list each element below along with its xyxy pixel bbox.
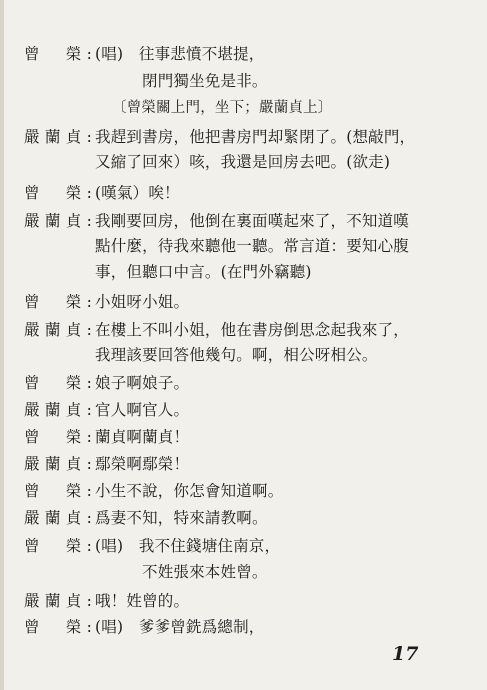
dialogue-text: 在樓上不叫小姐，他在書房倒思念起我來了， (95, 321, 410, 339)
speaker-label: 曾 榮: (24, 482, 92, 500)
dialogue-text: 蘭貞啊蘭貞！ (95, 428, 190, 446)
dialogue-continuation: 點什麼，待我來聽他一聽。常言道：要知心腹 (95, 237, 410, 255)
dialogue-text: 官人啊官人。 (95, 401, 190, 419)
dialogue-continuation: 又縮了回來）咳，我還是回房去吧。(欲走) (95, 153, 391, 171)
speaker-label: 嚴蘭貞: (24, 509, 92, 527)
speaker-label: 曾 榮: (24, 374, 92, 392)
dialogue-text: 我剛要回房，他倒在裏面嘆起來了，不知道嘆 (95, 212, 410, 230)
dialogue-continuation: 我理該要回答他幾句。啊，相公呀相公。 (95, 346, 378, 364)
speaker-label: 曾 榮: (24, 293, 92, 311)
dialogue-text: 娘子啊娘子。 (95, 374, 190, 392)
dialogue-text: 小姐呀小姐。 (95, 293, 190, 311)
dialogue-continuation: 閉門獨坐免是非。 (142, 72, 268, 90)
dialogue-text: 小生不說，你怎會知道啊。 (95, 482, 284, 500)
dialogue-text: (唱) 往事悲憤不堪提， (95, 45, 265, 63)
speaker-label: 曾 榮: (24, 618, 92, 636)
speaker-label: 曾 榮: (24, 45, 92, 63)
speaker-label: 嚴蘭貞: (24, 401, 92, 419)
stage-direction: 〔曾榮關上門，坐下；嚴蘭貞上〕 (112, 100, 333, 116)
dialogue-continuation: 不姓張來本姓曾。 (142, 563, 268, 581)
dialogue-text: (嘆氣）唉！ (95, 184, 180, 202)
dialogue-text: 哦！姓曾的。 (95, 592, 190, 610)
speaker-label: 曾 榮: (24, 428, 92, 446)
page-number: 17 (392, 643, 419, 665)
dialogue-text: 爲妻不知，特來請教啊。 (95, 509, 268, 527)
speaker-label: 嚴蘭貞: (24, 128, 92, 146)
dialogue-text: (唱) 我不住錢塘住南京， (95, 537, 281, 555)
dialogue-text: (唱) 爹爹曾銑爲總制， (95, 618, 265, 636)
speaker-label: 嚴蘭貞: (24, 212, 92, 230)
speaker-label: 曾 榮: (24, 184, 92, 202)
speaker-label: 曾 榮: (24, 537, 92, 555)
speaker-label: 嚴蘭貞: (24, 592, 92, 610)
speaker-label: 嚴蘭貞: (24, 455, 92, 473)
dialogue-text: 我趕到書房，他把書房門却緊閉了。(想敲門， (95, 128, 416, 146)
dialogue-continuation: 事，但聽口中言。(在門外竊聽) (95, 263, 312, 281)
dialogue-text: 鄢榮啊鄢榮！ (95, 455, 190, 473)
speaker-label: 嚴蘭貞: (24, 321, 92, 339)
